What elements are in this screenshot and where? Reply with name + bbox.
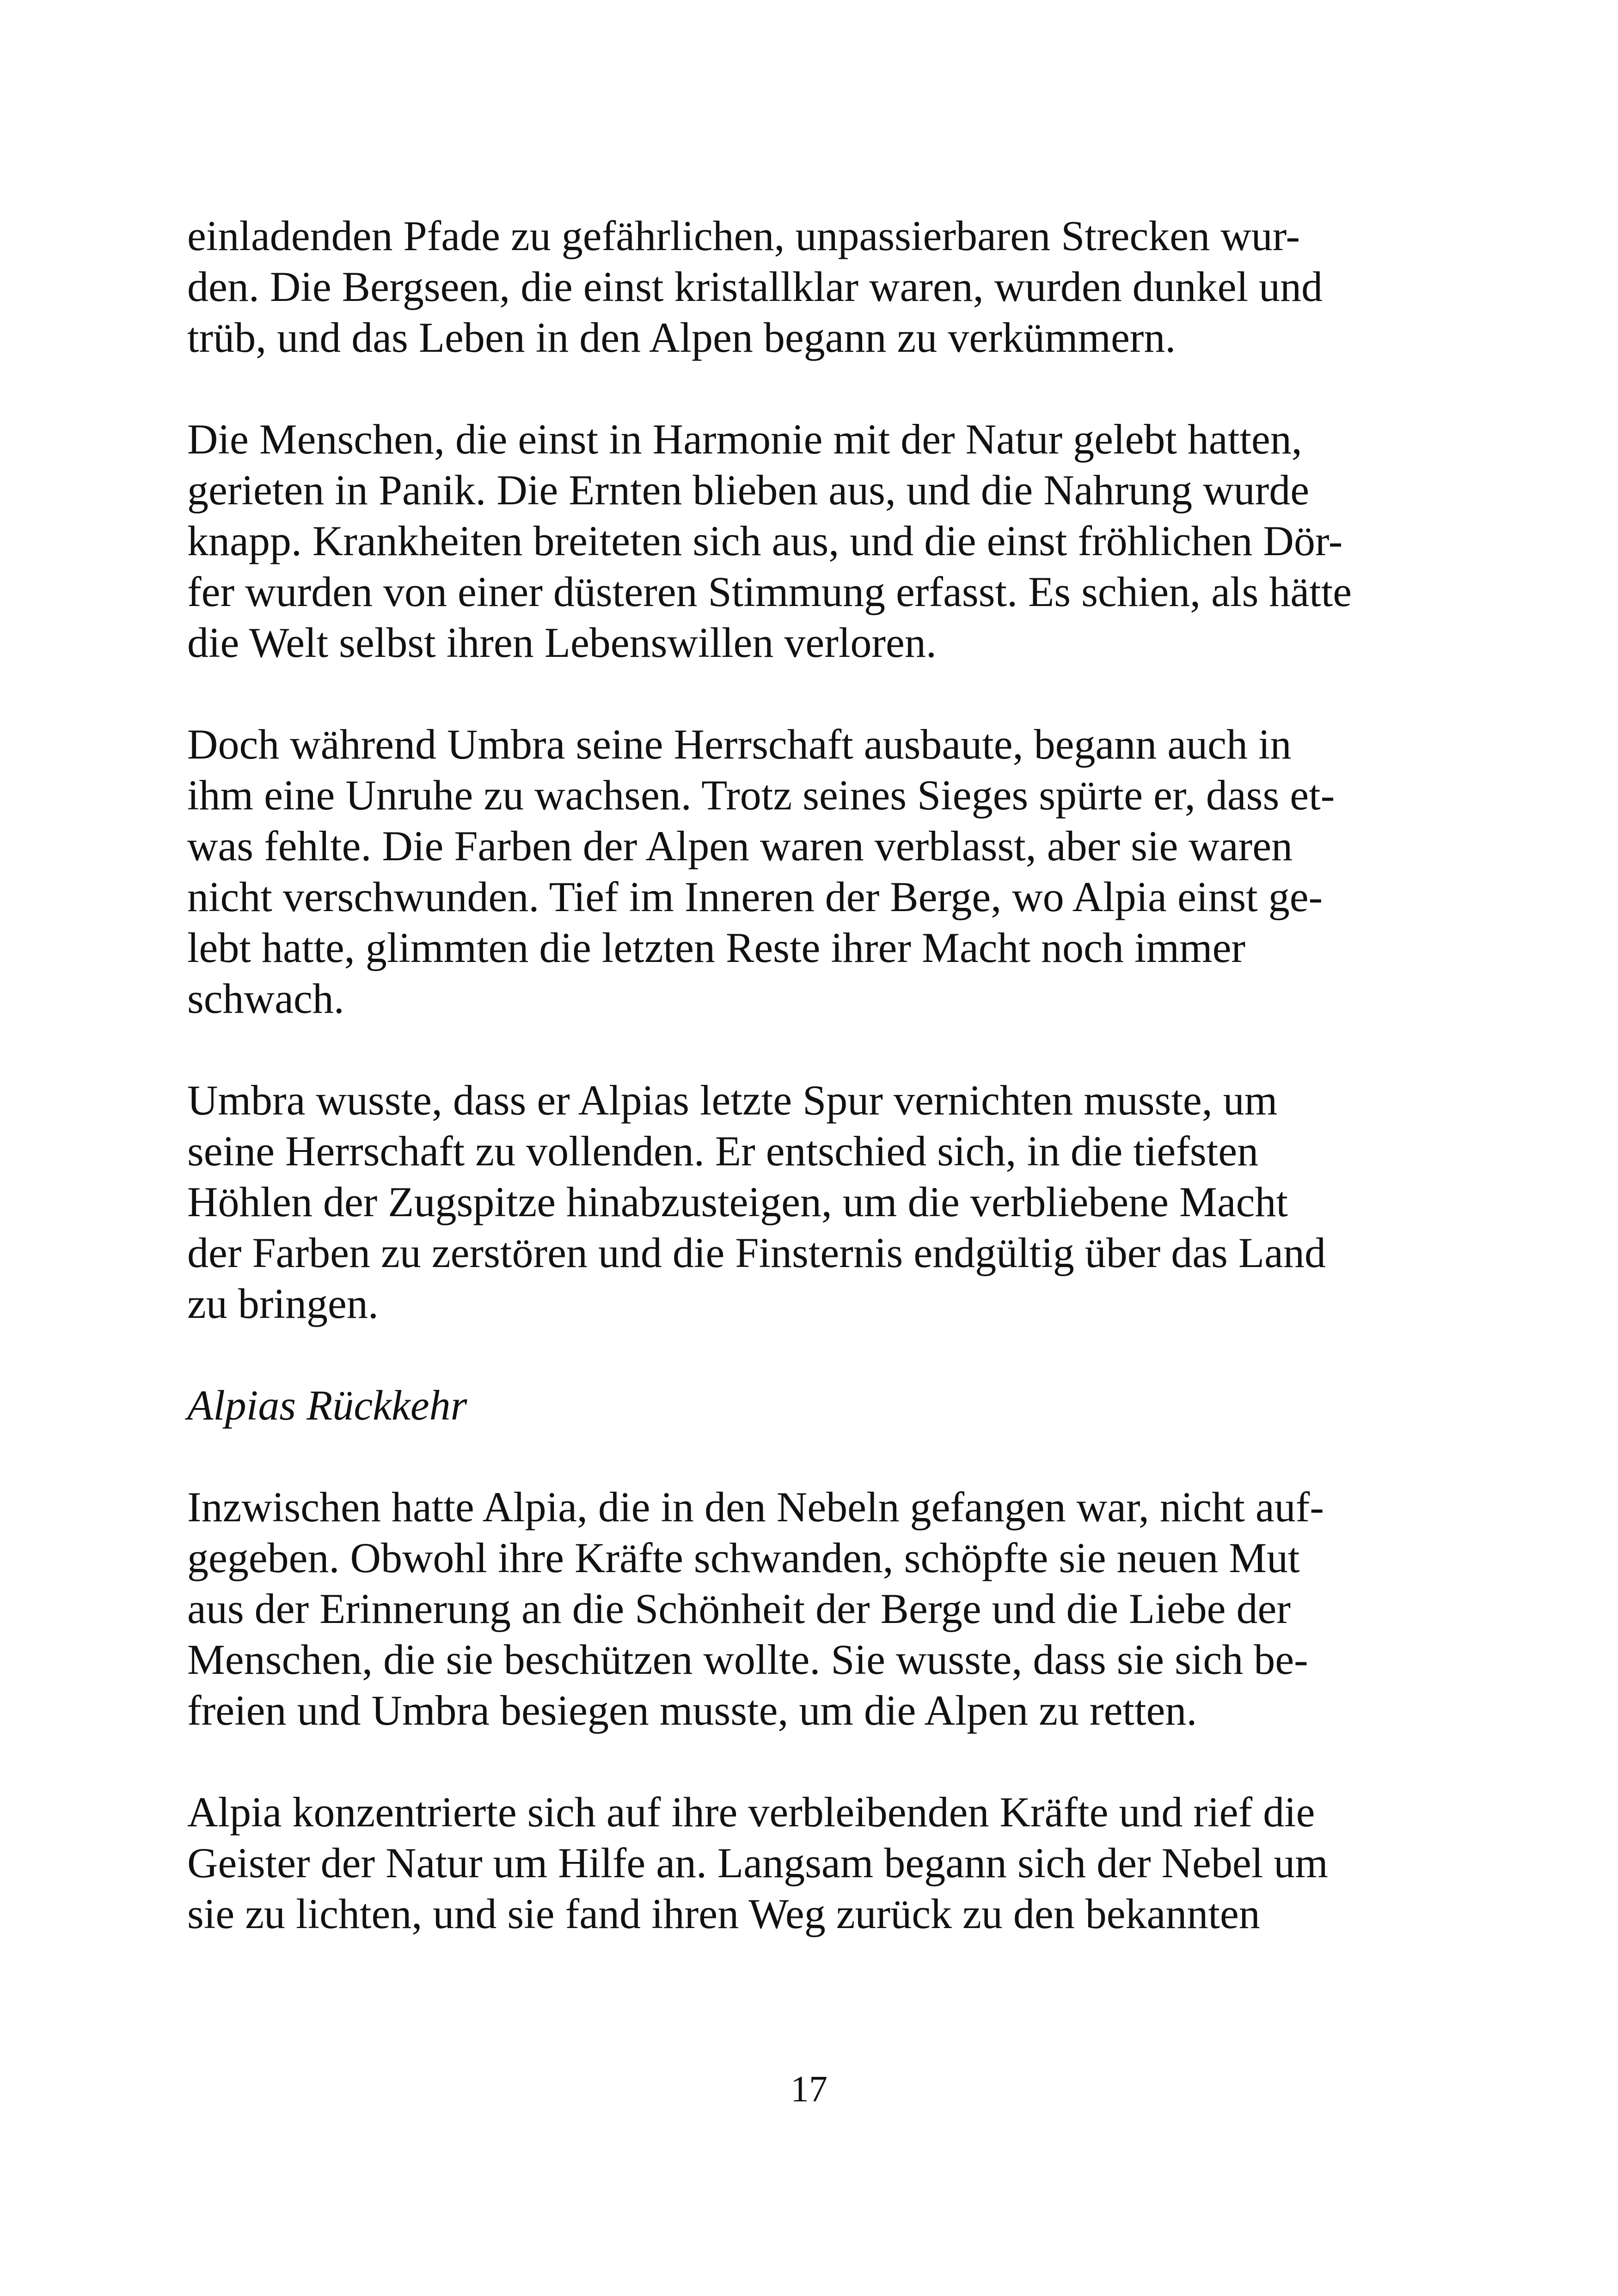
paragraph-4 bbox=[187, 1075, 1435, 1329]
text-line: ihm eine Unruhe zu wachsen. Trotz seines Sieges spürte er, dass et- bbox=[187, 771, 1335, 819]
text-line: sie zu lichten, und sie fand ihren Weg zurück zu den bekannten bbox=[187, 1890, 1260, 1937]
text-line: knapp. Krankheiten breiteten sich aus, und die einst fröhlichen Dör- bbox=[187, 517, 1343, 564]
text-line: schwach. bbox=[187, 975, 344, 1022]
text-line: Doch während Umbra seine Herrschaft ausbaute, begann auch in bbox=[187, 721, 1292, 768]
text-line: der Farben zu zerstören und die Finsternis endgültig über das Land bbox=[187, 1229, 1326, 1276]
paragraph-gap bbox=[187, 1736, 1435, 1787]
text-line: Geister der Natur um Hilfe an. Langsam begann sich der Nebel um bbox=[187, 1839, 1328, 1886]
text-line: Höhlen der Zugspitze hinabzusteigen, um die verbliebene Macht bbox=[187, 1178, 1288, 1225]
paragraph-5 bbox=[187, 1482, 1435, 1736]
text-line: trüb, und das Leben in den Alpen begann zu verkümmern. bbox=[187, 314, 1176, 361]
text-line: Inzwischen hatte Alpia, die in den Nebeln gefangen war, nicht auf- bbox=[187, 1483, 1324, 1531]
text-line: lebt hatte, glimmten die letzten Reste ihrer Macht noch immer bbox=[187, 924, 1246, 971]
text-line: aus der Erinnerung an die Schönheit der Berge und die Liebe der bbox=[187, 1585, 1291, 1632]
text-line: freien und Umbra besiegen musste, um die Alpen zu retten. bbox=[187, 1687, 1197, 1734]
text-line: Menschen, die sie beschützen wollte. Sie wusste, dass sie sich be- bbox=[187, 1636, 1308, 1683]
paragraph-gap bbox=[187, 1024, 1435, 1075]
text-line: seine Herrschaft zu vollenden. Er entschied sich, in die tiefsten bbox=[187, 1127, 1259, 1175]
section-heading: Alpias Rückkehr bbox=[187, 1382, 467, 1429]
text-line: gegeben. Obwohl ihre Kräfte schwanden, schöpfte sie neuen Mut bbox=[187, 1534, 1300, 1581]
body-text bbox=[187, 210, 1435, 1939]
paragraph-gap bbox=[187, 1431, 1435, 1482]
paragraph-1 bbox=[187, 210, 1435, 363]
paragraph-gap bbox=[187, 1329, 1435, 1380]
paragraph-2 bbox=[187, 414, 1435, 668]
page-number: 17 bbox=[791, 2069, 827, 2110]
text-line: nicht verschwunden. Tief im Inneren der Berge, wo Alpia einst ge- bbox=[187, 873, 1323, 920]
paragraph-gap bbox=[187, 668, 1435, 719]
paragraph-6 bbox=[187, 1787, 1435, 1939]
text-line: gerieten in Panik. Die Ernten blieben aus, und die Nahrung wurde bbox=[187, 466, 1310, 514]
text-line: Die Menschen, die einst in Harmonie mit der Natur gelebt hatten, bbox=[187, 416, 1302, 463]
text-line: Umbra wusste, dass er Alpias letzte Spur vernichten musste, um bbox=[187, 1077, 1278, 1124]
text-line: den. Die Bergseen, die einst kristallklar waren, wurden dunkel und bbox=[187, 263, 1323, 310]
paragraph-gap bbox=[187, 363, 1435, 414]
text-line: einladenden Pfade zu gefährlichen, unpassierbaren Strecken wur- bbox=[187, 212, 1300, 259]
text-line: Alpia konzentrierte sich auf ihre verbleibenden Kräfte und rief die bbox=[187, 1788, 1315, 1836]
paragraph-3 bbox=[187, 719, 1435, 1024]
text-line: fer wurden von einer düsteren Stimmung erfasst. Es schien, als hätte bbox=[187, 568, 1352, 615]
text-line: die Welt selbst ihren Lebenswillen verloren. bbox=[187, 619, 937, 666]
text-line: zu bringen. bbox=[187, 1280, 379, 1327]
text-line: was fehlte. Die Farben der Alpen waren verblasst, aber sie waren bbox=[187, 822, 1293, 869]
